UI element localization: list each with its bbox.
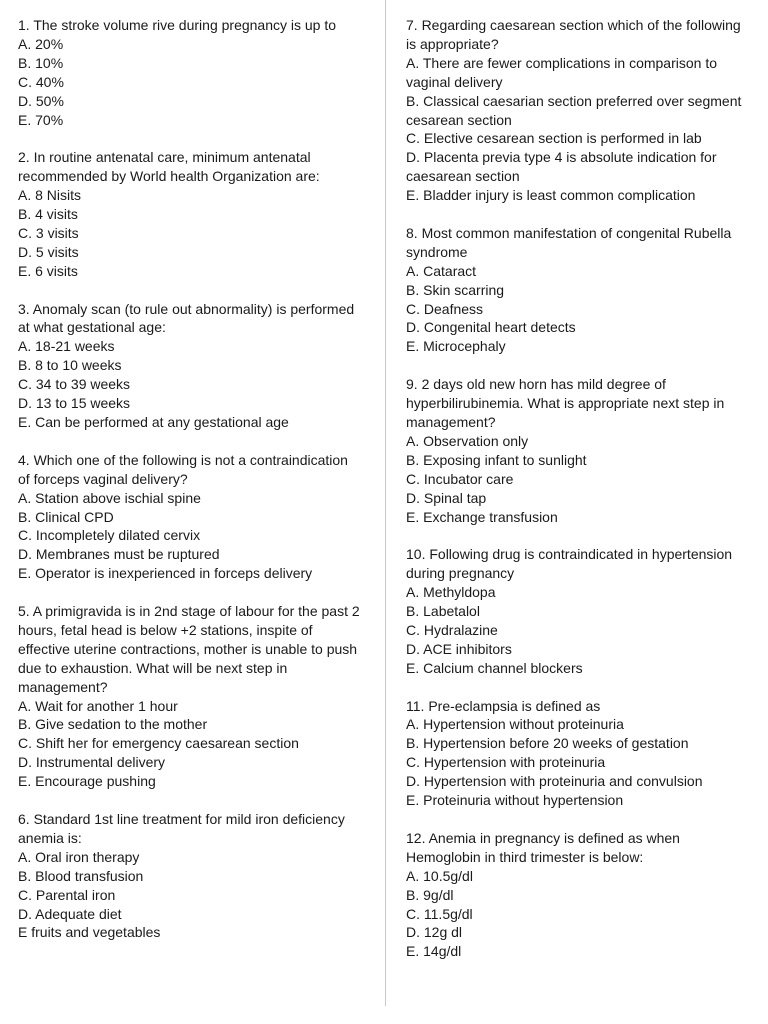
option-b: B. Hypertension before 20 weeks of gestation	[406, 735, 689, 752]
question-5	[18, 602, 363, 791]
option-b: B. Labetalol	[406, 603, 480, 620]
option-b: B. Skin scarring	[406, 281, 505, 298]
question-stem: 2. In routine antenatal care, minimum antenatal recommended by World health Organization are:	[18, 149, 320, 185]
option-b: B. Blood transfusion	[18, 867, 144, 884]
option-e: E. Calcium channel blockers	[406, 659, 583, 676]
option-c: C. Elective cesarean section is performed in lab	[406, 130, 702, 147]
option-a: A. There are fewer complications in comparison to vaginal delivery	[406, 54, 717, 90]
option-b: B. Classical caesarian section preferred over segment cesarean section	[406, 92, 742, 128]
option-d: D. Spinal tap	[406, 489, 487, 506]
question-1	[18, 16, 363, 129]
option-c: C. Deafness	[406, 300, 484, 317]
question-stem: 10. Following drug is contraindicated in hypertension during pregnancy	[406, 546, 733, 582]
option-a: A. Methyldopa	[406, 584, 496, 601]
option-e: E. Bladder injury is least common complication	[406, 187, 696, 204]
option-c: C. Hydralazine	[406, 621, 498, 638]
option-c: C. 34 to 39 weeks	[18, 376, 131, 393]
question-stem: 8. Most common manifestation of congenital Rubella syndrome	[406, 224, 732, 260]
option-list	[18, 337, 363, 432]
option-e: E. Encourage pushing	[18, 773, 156, 790]
option-c: C. 40%	[18, 73, 64, 90]
option-b: B. 10%	[18, 54, 64, 71]
question-9	[406, 375, 754, 526]
option-e: E. Exchange transfusion	[406, 508, 558, 525]
option-e: E. 70%	[18, 111, 64, 128]
option-e: E. Proteinuria without hypertension	[406, 792, 624, 809]
option-a: A. 18-21 weeks	[18, 338, 115, 355]
question-6	[18, 810, 363, 942]
option-b: B. 9g/dl	[406, 886, 454, 903]
option-a: A. 20%	[18, 35, 64, 52]
question-stem: 5. A primigravida is in 2nd stage of labour for the past 2 hours, fetal head is below +2 stations, inspite of effective uterine contractions, mother is unable to push due to exhaustion. What will be next step in management?	[18, 603, 360, 695]
option-d: D. ACE inhibitors	[406, 640, 512, 657]
option-a: A. 8 Nisits	[18, 187, 82, 204]
question-stem: 4. Which one of the following is not a contraindication of forceps vaginal delivery?	[18, 451, 348, 487]
option-b: B. Clinical CPD	[18, 508, 114, 525]
option-c: C. Incubator care	[406, 470, 514, 487]
option-c: C. Shift her for emergency caesarean section	[18, 735, 299, 752]
option-list	[18, 489, 363, 584]
option-list	[18, 697, 363, 792]
option-c: C. 11.5g/dl	[406, 905, 473, 922]
option-b: B. 4 visits	[18, 206, 78, 223]
right-question-column	[406, 16, 754, 980]
option-e: E. Can be performed at any gestational age	[18, 414, 289, 430]
option-a: A. Cataract	[406, 262, 477, 279]
question-3	[18, 300, 363, 432]
option-d: D. Hypertension with proteinuria and convulsion	[406, 773, 703, 790]
question-stem: 9. 2 days old new horn has mild degree of hyperbilirubinemia. What is appropriate next step in management?	[406, 376, 725, 430]
option-list	[406, 583, 754, 678]
option-d: D. Membranes must be ruptured	[18, 546, 220, 563]
option-a: A. 10.5g/dl	[406, 867, 473, 884]
option-d: D. 13 to 15 weeks	[18, 395, 131, 412]
option-e: E. 6 visits	[18, 262, 78, 279]
left-question-column	[18, 16, 363, 961]
question-11	[406, 697, 754, 810]
column-divider	[385, 0, 386, 1006]
question-8	[406, 224, 754, 356]
option-d: D. Instrumental delivery	[18, 754, 166, 771]
option-e: E. Microcephaly	[406, 338, 506, 355]
option-c: C. Parental iron	[18, 886, 116, 903]
option-a: A. Observation only	[406, 432, 529, 449]
option-d: D. Placenta previa type 4 is absolute indication for caesarean section	[406, 149, 717, 185]
option-e: E. 14g/dl	[406, 943, 462, 960]
option-d: D. 5 visits	[18, 243, 79, 260]
option-d: D. Adequate diet	[18, 905, 122, 922]
option-c: C. Incompletely dilated cervix	[18, 527, 201, 544]
option-a: A. Station above ischial spine	[18, 489, 201, 506]
option-b: B. Give sedation to the mother	[18, 716, 208, 733]
option-d: D. 12g dl	[406, 924, 463, 941]
question-4	[18, 451, 363, 583]
option-e: E fruits and vegetables	[18, 924, 161, 941]
question-stem: 12. Anemia in pregnancy is defined as when Hemoglobin in third trimester is below:	[406, 829, 680, 865]
question-stem: 6. Standard 1st line treatment for mild iron deficiency anemia is:	[18, 810, 345, 846]
option-list	[406, 262, 754, 357]
question-10	[406, 545, 754, 677]
option-c: C. 3 visits	[18, 224, 79, 241]
question-7	[406, 16, 754, 205]
option-list	[406, 867, 754, 962]
question-2	[18, 148, 363, 280]
question-12	[406, 829, 754, 961]
option-list	[18, 186, 363, 281]
option-b: B. 8 to 10 weeks	[18, 357, 122, 374]
question-stem: 1. The stroke volume rive during pregnancy is up to	[18, 17, 337, 33]
option-list	[18, 848, 363, 943]
option-d: D. 50%	[18, 92, 64, 109]
option-list	[406, 54, 754, 205]
option-list	[406, 432, 754, 527]
question-stem: 3. Anomaly scan (to rule out abnormality) is performed at what gestational age:	[18, 300, 355, 336]
option-b: B. Exposing infant to sunlight	[406, 451, 587, 468]
option-c: C. Hypertension with proteinuria	[406, 754, 606, 771]
option-d: D. Congenital heart detects	[406, 319, 576, 336]
option-list	[406, 715, 754, 810]
option-a: A. Oral iron therapy	[18, 848, 140, 865]
question-stem: 7. Regarding caesarean section which of the following is appropriate?	[406, 17, 741, 52]
question-stem: 11. Pre-eclampsia is defined as	[406, 697, 601, 714]
option-list	[18, 35, 363, 130]
option-a: A. Wait for another 1 hour	[18, 697, 178, 714]
option-a: A. Hypertension without proteinuria	[406, 716, 624, 733]
option-e: E. Operator is inexperienced in forceps delivery	[18, 565, 313, 582]
